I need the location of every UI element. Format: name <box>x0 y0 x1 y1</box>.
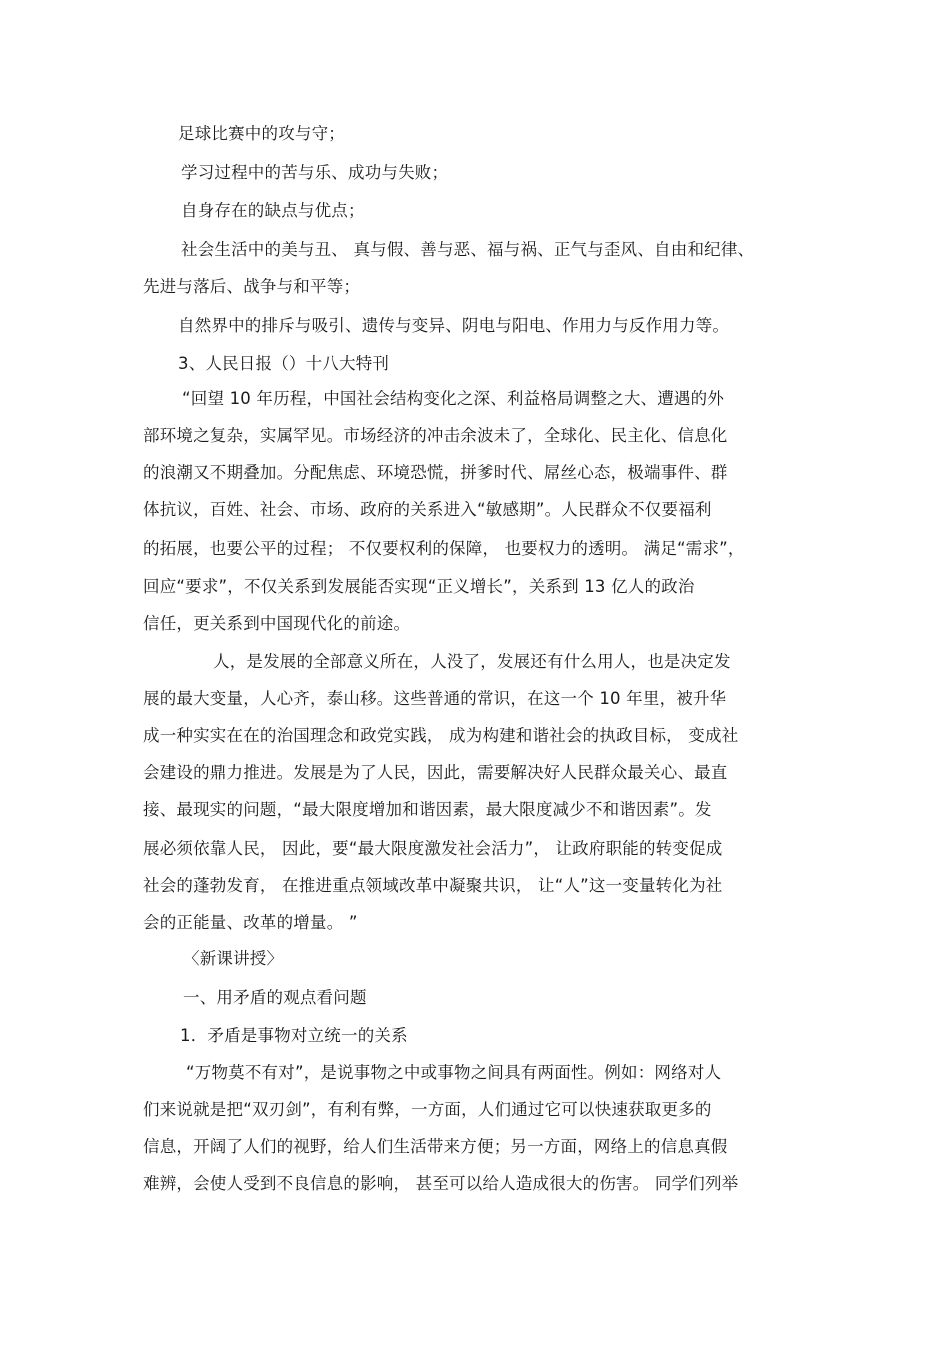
text-line: 成一种实实在在的治国理念和政党实践， 成为构建和谐社会的执政目标， 变成社 <box>143 726 739 745</box>
section-heading: 一、用矛盾的观点看问题 <box>183 988 367 1007</box>
text-line: 难辨，会使人受到不良信息的影响， 甚至可以给人造成很大的伤害。 同学们列举 <box>143 1174 739 1193</box>
text-line: 人，是发展的全部意义所在，人没了，发展还有什么用人，也是决定发 <box>213 652 731 671</box>
text-line: 社会生活中的美与丑、 真与假、善与恶、福与祸、正气与歪风、自由和纪律、 <box>181 240 755 259</box>
text-line: 们来说就是把“双刃剑”，有利有弊，一方面，人们通过它可以快速获取更多的 <box>143 1100 712 1119</box>
section-heading: 〈新课讲授〉 <box>183 949 284 968</box>
text-line: “万物莫不有对”，是说事物之中或事物之间具有两面性。例如：网络对人 <box>186 1063 722 1082</box>
text-line: 社会的蓬勃发育， 在推进重点领域改革中凝聚共识， 让“人”这一变量转化为社 <box>143 876 723 895</box>
text-line: 先进与落后、战争与和平等； <box>143 277 361 296</box>
text-line: 展的最大变量，人心齐，泰山移。这些普通的常识，在这一个 10 年里，被升华 <box>143 689 727 708</box>
text-line: 体抗议，百姓、社会、市场、政府的关系进入“敏感期”。人民群众不仅要福利 <box>143 500 712 519</box>
section-heading: 1．矛盾是事物对立统一的关系 <box>180 1026 408 1045</box>
text-line: 展必须依靠人民， 因此，要“最大限度激发社会活力”， 让政府职能的转变促成 <box>143 839 723 858</box>
section-heading: 3、人民日报（）十八大特刊 <box>178 354 390 373</box>
text-line: 自然界中的排斥与吸引、遗传与变异、阴电与阳电、作用力与反作用力等。 <box>178 316 730 335</box>
text-line: 接、最现实的问题，“最大限度增加和谐因素，最大限度减少不和谐因素”。发 <box>143 800 712 819</box>
text-line: 的拓展，也要公平的过程； 不仅要权利的保障， 也要权力的透明。 满足“需求”， <box>143 539 745 558</box>
text-line: 部环境之复杂，实属罕见。市场经济的冲击余波未了，全球化、民主化、信息化 <box>143 426 728 445</box>
text-line: 足球比赛中的攻与守； <box>178 124 345 143</box>
text-line: 会建设的鼎力推进。发展是为了人民，因此，需要解决好人民群众最关心、最直 <box>143 763 728 782</box>
text-line: 回应“要求”，不仅关系到发展能否实现“正义增长”，关系到 13 亿人的政治 <box>143 577 695 596</box>
text-line: 信息，开阔了人们的视野，给人们生活带来方便；另一方面，网络上的信息真假 <box>143 1137 728 1156</box>
text-line: 的浪潮又不期叠加。分配焦虑、环境恐慌，拼爹时代、屌丝心态，极端事件、群 <box>143 463 728 482</box>
text-line: 学习过程中的苦与乐、成功与失败； <box>181 163 449 182</box>
text-line: 信任，更关系到中国现代化的前途。 <box>143 614 411 633</box>
text-line: “回望 10 年历程，中国社会结构变化之深、利益格局调整之大、遭遇的外 <box>182 389 725 408</box>
text-line: 自身存在的缺点与优点； <box>181 201 365 220</box>
text-line: 会的正能量、改革的增量。 ” <box>143 913 358 932</box>
